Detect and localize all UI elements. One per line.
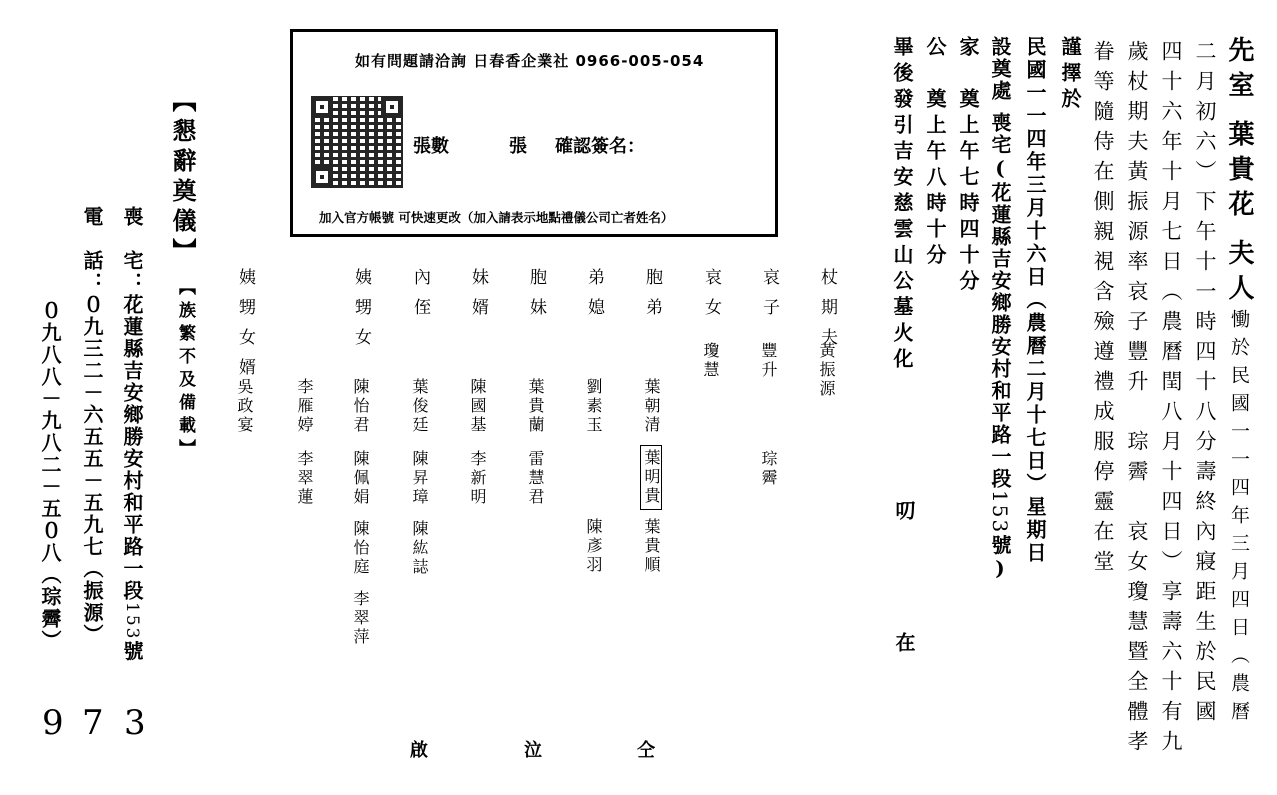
relative-name: 吳政宴 [235,378,254,435]
venue-address: 喪宅(花蓮縣吉安鄉勝安村和平路一段 [988,112,1012,490]
deceased-name: 葉貴花 [1224,120,1254,225]
relative-role: 內侄 [410,268,430,328]
relative-name: 李雁婷 [295,378,314,435]
relative-name: 葉貴蘭 [526,378,545,435]
relative-name: 陳國基 [468,378,487,435]
relative-name: 葉朝清 [642,378,661,435]
footer-char-1: 啟 [410,740,428,761]
relative-name: 陳彥羽 [584,518,603,575]
relative-name: 陳怡庭 [351,520,370,577]
notice-head-column [1226,36,1252,729]
relative-role: 姨甥女 [351,268,371,358]
family-rite-label: 家 奠 [956,36,980,114]
relative-name: 葉俊廷 [410,378,429,435]
date-line: 民國一一四年三月十六日（農曆二月十七日）星期日 [1023,36,1047,565]
relative-name: 李新明 [468,450,487,507]
footer-char-2: 泣 [524,740,542,761]
family-rite-time: 上午七時四十分 [956,114,980,296]
address-line [122,206,142,662]
relative-name: 陳怡君 [351,378,370,435]
qr-bottom-text: 加入官方帳號 可快速更改（加入請表示地點禮儀公司亡者姓名） [319,210,674,225]
qr-code-icon [311,96,403,188]
relative-name: 葉貴順 [642,518,661,575]
public-rite-time: 上午八時十分 [923,114,947,270]
notice-line-1: 二月初六）下午十一時四十八分壽終內寢距生於民國 [1193,40,1217,730]
family-rite-line [958,36,978,296]
phone-line: 電 話：０九三二－六五五－五九七（振源） [80,206,104,646]
sign-label: 確認簽名： [555,136,645,157]
address-text: 喪 宅：花蓮縣吉安鄉勝安村和平路一段 [120,206,144,602]
relative-name: 豐升 [759,342,778,380]
relative-role: 哀女 [701,268,721,328]
relative-name: 李翠萍 [351,590,370,647]
qr-top-text: 如有問題請洽詢 日春香企業社 0966-005-054 [355,52,705,70]
public-rite-line [925,36,945,270]
notice-head: 慟於民國一一四年三月四日（農曆 [1228,309,1250,729]
after-line: 畢後發引吉安慈雲山公墓火化 [890,36,914,374]
venue-end: 號) [988,534,1012,583]
title-prefix: 先室 [1224,36,1254,106]
relative-name: 葉明貴 [640,445,662,510]
count-label: 張數 [413,136,449,157]
after-end: 在 [892,632,916,658]
notice-line-3: 歲杖期夫黃振源率哀子豐升 琮霽 哀女瓊慧暨全體孝 [1125,40,1149,760]
relative-role: 杖期夫 [817,268,837,358]
relative-name: 陳紘誌 [410,520,429,577]
notice-line-4: 眷等隨侍在側親視含殮遵禮成服停靈在堂 [1091,40,1115,580]
relative-role: 妹婿 [468,268,488,328]
notice-line-2: 四十六年十月七日（農曆閏八月十四日）享壽六十有九 [1159,40,1183,760]
relative-name: 李翠蓮 [295,450,314,507]
relative-role: 胞妹 [526,268,546,328]
public-rite-label: 公 奠 [923,36,947,114]
relative-name: 陳佩娟 [351,450,370,507]
venue-label: 設奠處 [988,36,1012,102]
relative-name: 陳昇璋 [410,450,429,507]
address-number: 153 [122,602,142,641]
venue-line [990,36,1010,582]
address-end: 號 [120,640,144,663]
postal-digit-1: 3 [124,703,146,743]
relative-name: 琮霽 [759,450,778,488]
relative-name: 黃振源 [817,342,836,399]
decline-title: 【懇辭奠儀】 [168,88,197,268]
footer-char-3: 仝 [637,740,655,761]
relative-name: 瓊慧 [701,342,720,380]
phone2-line: ０九八八－九八二－五０八（琮霽） [38,300,62,652]
after-mid: 叨 [892,500,916,526]
select-label: 謹擇於 [1058,36,1082,114]
decline-note: 【族繁不及備載】 [175,278,195,462]
qr-info-box [290,29,778,237]
relative-name: 劉素玉 [584,378,603,435]
relative-name: 雷慧君 [526,450,545,507]
relative-role: 胞弟 [642,268,662,328]
postal-digit-3: 9 [42,703,64,743]
count-unit: 張 [509,136,527,157]
title-suffix: 夫人 [1224,239,1254,309]
venue-number: 153 [988,490,1012,535]
relative-role: 姨甥女婿 [235,268,255,388]
postal-digit-2: 7 [82,703,104,743]
relative-role: 弟媳 [584,268,604,328]
relative-role: 哀子 [759,268,779,328]
